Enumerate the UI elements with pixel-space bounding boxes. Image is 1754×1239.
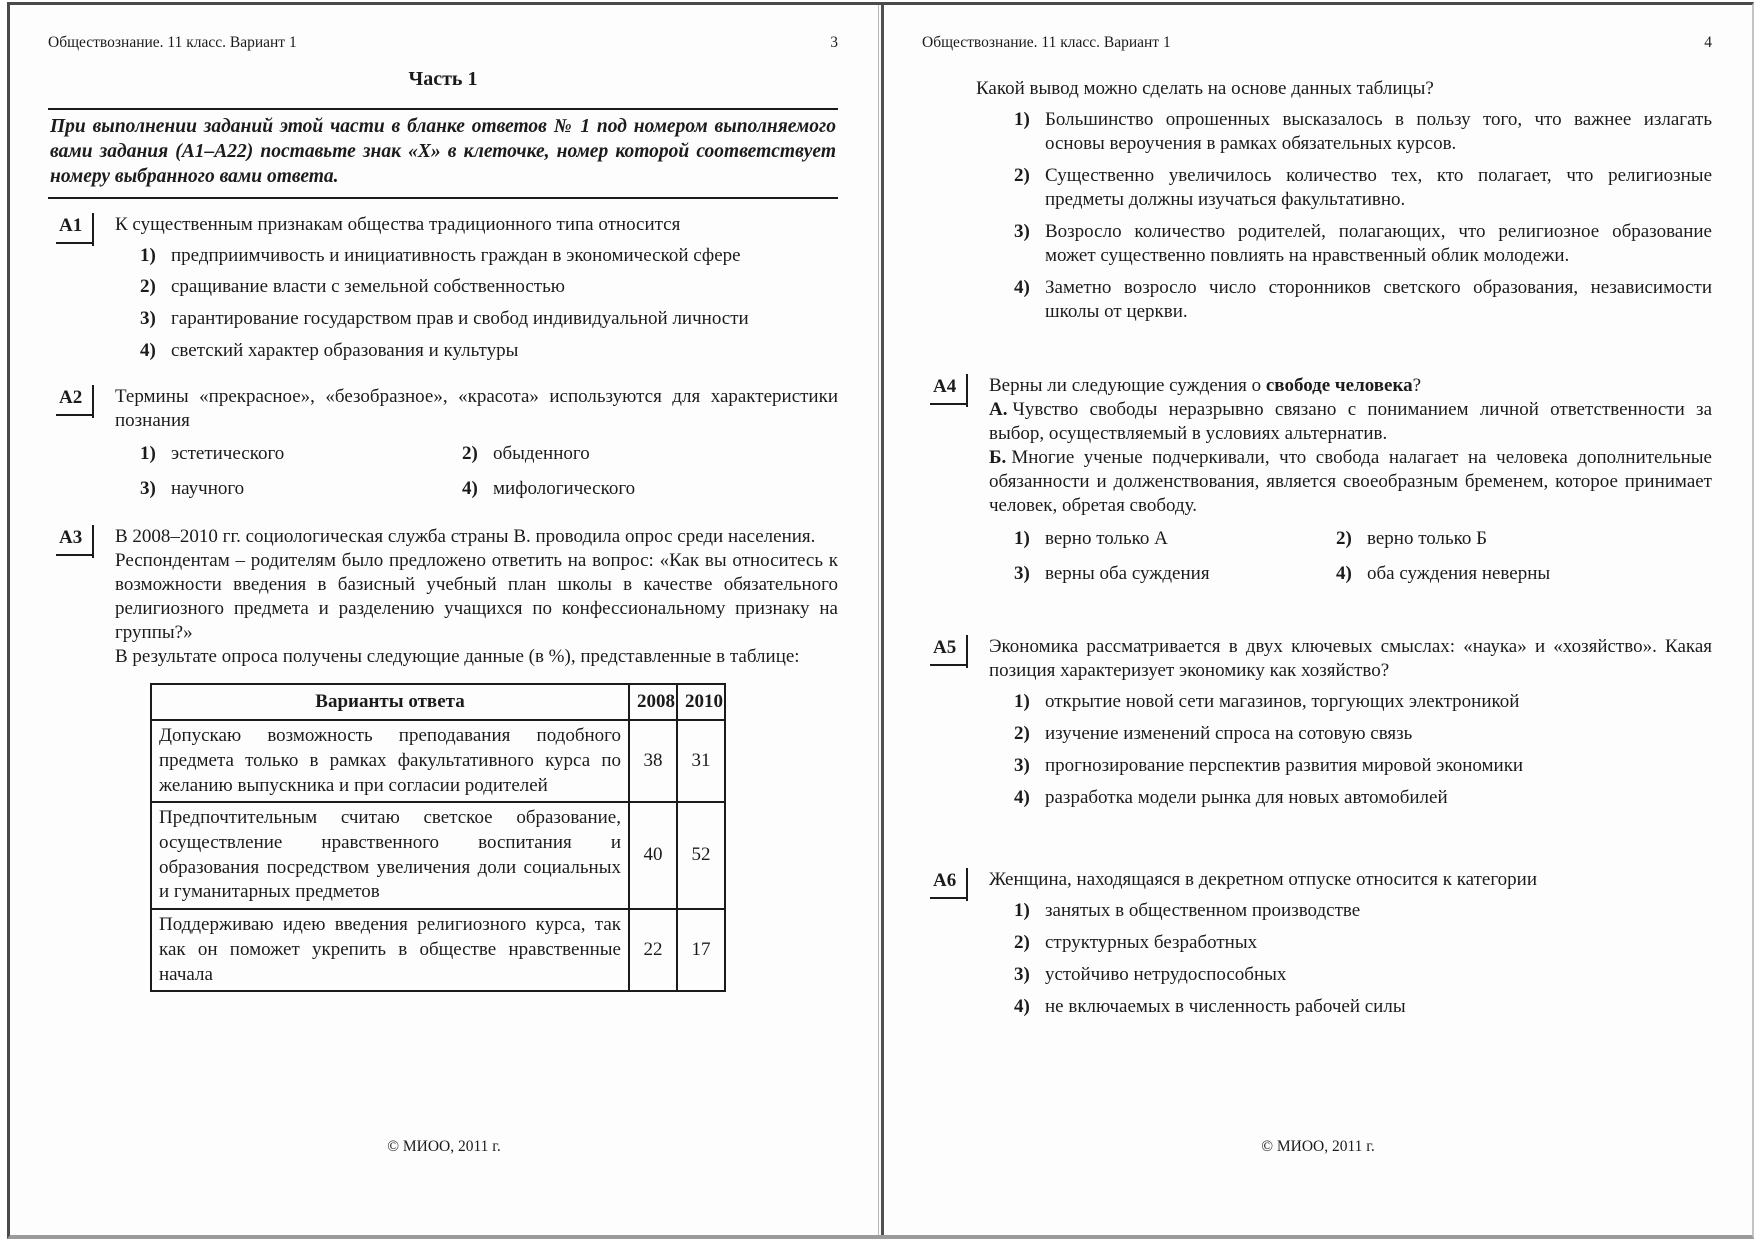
answer-option bbox=[1014, 527, 1336, 551]
table-cell-answer: Поддерживаю идею введения религиозного курса, так как он поможет укрепить в обществе нравственные начала bbox=[151, 909, 629, 991]
option-text: изучение изменений спроса на сотовую связь bbox=[1045, 723, 1413, 745]
option-text: обыденного bbox=[493, 443, 590, 465]
question-number: А2 bbox=[56, 385, 92, 416]
table-cell-answer: Предпочтительным считаю светское образование, осуществление нравственного воспитания и образования посредством увеличения доли социальных и гуманитарных предметов bbox=[151, 802, 629, 909]
answer-option bbox=[1014, 722, 1712, 746]
answer-option bbox=[140, 275, 838, 299]
option-number: 1) bbox=[140, 244, 156, 266]
page-footer: © МИОО, 2011 г. bbox=[1261, 1138, 1375, 1156]
question-text-bold: свободе человека bbox=[1265, 374, 1413, 396]
answer-option bbox=[140, 307, 838, 331]
question-number: А6 bbox=[930, 868, 966, 899]
table-row bbox=[151, 720, 725, 802]
question-label-divider bbox=[966, 868, 968, 901]
question-a3-label bbox=[48, 525, 115, 992]
table-header-answers: Варианты ответа bbox=[151, 684, 629, 721]
option-text: гарантирование государством прав и свобод индивидуальной личности bbox=[171, 308, 749, 330]
table-cell-2008: 40 bbox=[629, 802, 677, 909]
table-cell-2010: 31 bbox=[677, 720, 725, 802]
answer-option bbox=[1014, 995, 1712, 1019]
page-footer: © МИОО, 2011 г. bbox=[387, 1138, 501, 1156]
option-text: светский характер образования и культуры bbox=[171, 340, 519, 362]
option-text: научного bbox=[171, 478, 245, 500]
survey-table bbox=[150, 683, 726, 993]
answer-option bbox=[1014, 164, 1712, 212]
answer-options bbox=[989, 899, 1712, 1019]
header-title: Обществознание. 11 класс. Вариант 1 bbox=[922, 34, 1171, 51]
document-spread bbox=[7, 2, 1754, 1239]
option-number: 1) bbox=[1014, 691, 1030, 713]
question-a5 bbox=[922, 635, 1712, 818]
page-right bbox=[884, 5, 1752, 1235]
statement-a bbox=[989, 398, 1712, 446]
option-number: 3) bbox=[140, 308, 156, 330]
question-text-suffix: ? bbox=[1412, 374, 1422, 396]
answer-option bbox=[1014, 786, 1712, 810]
question-a2 bbox=[48, 385, 838, 501]
answer-option bbox=[140, 339, 838, 363]
answer-option bbox=[1014, 276, 1712, 324]
answer-option bbox=[1014, 690, 1712, 714]
question-number: А5 bbox=[930, 635, 966, 666]
option-number: 2) bbox=[462, 443, 478, 465]
answer-option bbox=[140, 442, 462, 466]
option-text: Заметно возросло число сторонников светского образования, независимости школы от церкви. bbox=[1045, 277, 1712, 323]
question-paragraph: Респондентам – родителям было предложено ответить на вопрос: «Как вы относитесь к возможности введения в базисный учебный план школы в качестве обязательного религиозного предмета и разделению учащихся по конфессиональному признаку на группы?» bbox=[115, 549, 838, 643]
option-text: верно только Б bbox=[1367, 527, 1488, 549]
question-label-divider bbox=[966, 635, 968, 668]
answer-options bbox=[922, 108, 1712, 324]
option-number: 3) bbox=[1014, 562, 1030, 584]
option-number: 4) bbox=[1336, 562, 1352, 584]
option-number: 2) bbox=[1014, 165, 1030, 187]
question-a1 bbox=[48, 213, 838, 372]
answer-option bbox=[1336, 562, 1712, 586]
option-number: 2) bbox=[1336, 527, 1352, 549]
question-number: А1 bbox=[56, 213, 92, 244]
option-text: не включаемых в численность рабочей силы bbox=[1045, 995, 1406, 1017]
table-header-row bbox=[151, 684, 725, 721]
answer-option bbox=[1014, 562, 1336, 586]
question-a1-label bbox=[48, 213, 115, 372]
option-text: эстетического bbox=[171, 443, 285, 465]
answer-option bbox=[1014, 931, 1712, 955]
page-left bbox=[10, 5, 878, 1235]
option-number: 3) bbox=[1014, 963, 1030, 985]
question-a6-label bbox=[922, 868, 989, 1027]
question-text: Какой вывод можно сделать на основе данных таблицы? bbox=[976, 77, 1434, 99]
page-number: 3 bbox=[830, 34, 838, 51]
option-number: 1) bbox=[1014, 109, 1030, 131]
question-a2-label bbox=[48, 385, 115, 501]
option-text: структурных безработных bbox=[1045, 931, 1258, 953]
answer-option bbox=[1014, 220, 1712, 268]
option-number: 4) bbox=[1014, 787, 1030, 809]
statement-b-text: Многие ученые подчеркивали, что свобода налагает на человека дополнительные обязанности и долженствования, является своеобразным бременем, которое принимает человек, обретая свободу. bbox=[989, 446, 1712, 516]
option-text: верны оба суждения bbox=[1045, 562, 1210, 584]
option-text: устойчиво нетрудоспособных bbox=[1045, 963, 1287, 985]
table-row bbox=[151, 802, 725, 909]
option-number: 2) bbox=[1014, 723, 1030, 745]
option-text: разработка модели рынка для новых автомобилей bbox=[1045, 787, 1448, 809]
table-cell-2008: 38 bbox=[629, 720, 677, 802]
table-cell-2010: 52 bbox=[677, 802, 725, 909]
statement-b-letter: Б. bbox=[989, 446, 1007, 468]
part-title: Часть 1 bbox=[408, 67, 478, 90]
option-text: верно только А bbox=[1045, 527, 1168, 549]
option-text: предприимчивость и инициативность граждан в экономической сфере bbox=[171, 244, 741, 266]
option-text: Существенно увеличилось количество тех, кто полагает, что религиозные предметы должны изучаться факультативно. bbox=[1045, 165, 1712, 211]
option-number: 1) bbox=[1014, 527, 1030, 549]
option-number: 4) bbox=[1014, 277, 1030, 299]
option-text: открытие новой сети магазинов, торгующих электроникой bbox=[1045, 691, 1520, 713]
question-text: Женщина, находящаяся в декретном отпуске относится к категории bbox=[989, 869, 1537, 891]
option-text: Большинство опрошенных высказалось в пользу того, что важнее излагать основы вероучения в рамках обязательных курсов. bbox=[1045, 109, 1712, 155]
option-text: сращивание власти с земельной собственностью bbox=[171, 276, 565, 298]
question-label-divider bbox=[966, 374, 968, 407]
question-text bbox=[989, 374, 1712, 398]
answer-option bbox=[140, 244, 838, 268]
option-number: 2) bbox=[1014, 931, 1030, 953]
header-title: Обществознание. 11 класс. Вариант 1 bbox=[48, 34, 297, 51]
statement-a-text: Чувство свободы неразрывно связано с пониманием личной ответственности за выбор, осуществляемый в условиях альтернатив. bbox=[989, 398, 1712, 444]
answer-option bbox=[1014, 963, 1712, 987]
page-header bbox=[48, 33, 838, 53]
question-number: А4 bbox=[930, 374, 966, 405]
option-number: 1) bbox=[140, 443, 156, 465]
table-cell-2010: 17 bbox=[677, 909, 725, 991]
question-text: Термины «прекрасное», «безобразное», «красота» используются для характеристики познания bbox=[115, 386, 838, 432]
answer-options bbox=[115, 442, 838, 501]
table-header-2010: 2010 bbox=[677, 684, 725, 721]
answer-option bbox=[1336, 527, 1712, 551]
question-a6 bbox=[922, 868, 1712, 1027]
question-text: Экономика рассматривается в двух ключевых смыслах: «наука» и «хозяйство». Какая позиция характеризует экономику как хозяйство? bbox=[989, 636, 1712, 682]
instruction-box: При выполнении заданий этой части в бланке ответов № 1 под номером выполняемого вами задания (А1–А22) поставьте знак «Х» в клеточке, номер которой соответствует номеру выбранного вами ответа. bbox=[48, 108, 838, 199]
table-header-2008: 2008 bbox=[629, 684, 677, 721]
question-a5-label bbox=[922, 635, 989, 818]
question-a4 bbox=[922, 374, 1712, 586]
answer-options bbox=[989, 690, 1712, 810]
table-cell-answer: Допускаю возможность преподавания подобного предмета только в рамках факультативного курса по желанию выпускника и при согласии родителей bbox=[151, 720, 629, 802]
table-cell-2008: 22 bbox=[629, 909, 677, 991]
question-paragraph: В 2008–2010 гг. социологическая служба страны В. проводила опрос среди населения. bbox=[115, 526, 816, 547]
question-text: К существенным признакам общества традиционного типа относится bbox=[115, 213, 681, 235]
question-a4-label bbox=[922, 374, 989, 586]
question-text-prefix: Верны ли следующие суждения о bbox=[989, 374, 1266, 396]
statement-b bbox=[989, 446, 1712, 518]
question-a3 bbox=[48, 525, 838, 992]
option-number: 4) bbox=[140, 340, 156, 362]
question-label-divider bbox=[92, 213, 94, 246]
question-label-divider bbox=[92, 525, 94, 558]
table-row bbox=[151, 909, 725, 991]
option-number: 2) bbox=[140, 276, 156, 298]
answer-option bbox=[140, 477, 462, 501]
question-a3-continuation bbox=[922, 77, 1712, 324]
answer-option bbox=[462, 477, 838, 501]
page-header bbox=[922, 33, 1712, 53]
option-text: Возросло количество родителей, полагающих, что религиозное образование может существенно повлиять на нравственный облик молодежи. bbox=[1045, 221, 1712, 267]
page-number: 4 bbox=[1704, 34, 1712, 51]
option-number: 3) bbox=[140, 478, 156, 500]
answer-option bbox=[1014, 899, 1712, 923]
option-text: прогнозирование перспектив развития мировой экономики bbox=[1045, 755, 1524, 777]
option-number: 3) bbox=[1014, 755, 1030, 777]
answer-option bbox=[462, 442, 838, 466]
answer-option bbox=[1014, 754, 1712, 778]
question-paragraph: В результате опроса получены следующие данные (в %), представленные в таблице: bbox=[115, 645, 800, 667]
option-number: 4) bbox=[462, 478, 478, 500]
option-text: оба суждения неверны bbox=[1367, 562, 1551, 584]
answer-options bbox=[115, 244, 838, 364]
answer-option bbox=[1014, 108, 1712, 156]
option-number: 3) bbox=[1014, 221, 1030, 243]
option-text: мифологического bbox=[493, 478, 636, 500]
option-number: 1) bbox=[1014, 900, 1030, 922]
answer-options bbox=[989, 527, 1712, 586]
statement-a-letter: А. bbox=[989, 398, 1008, 420]
question-number: А3 bbox=[56, 525, 92, 556]
question-label-divider bbox=[92, 385, 94, 418]
option-number: 4) bbox=[1014, 995, 1030, 1017]
option-text: занятых в общественном производстве bbox=[1045, 900, 1361, 922]
